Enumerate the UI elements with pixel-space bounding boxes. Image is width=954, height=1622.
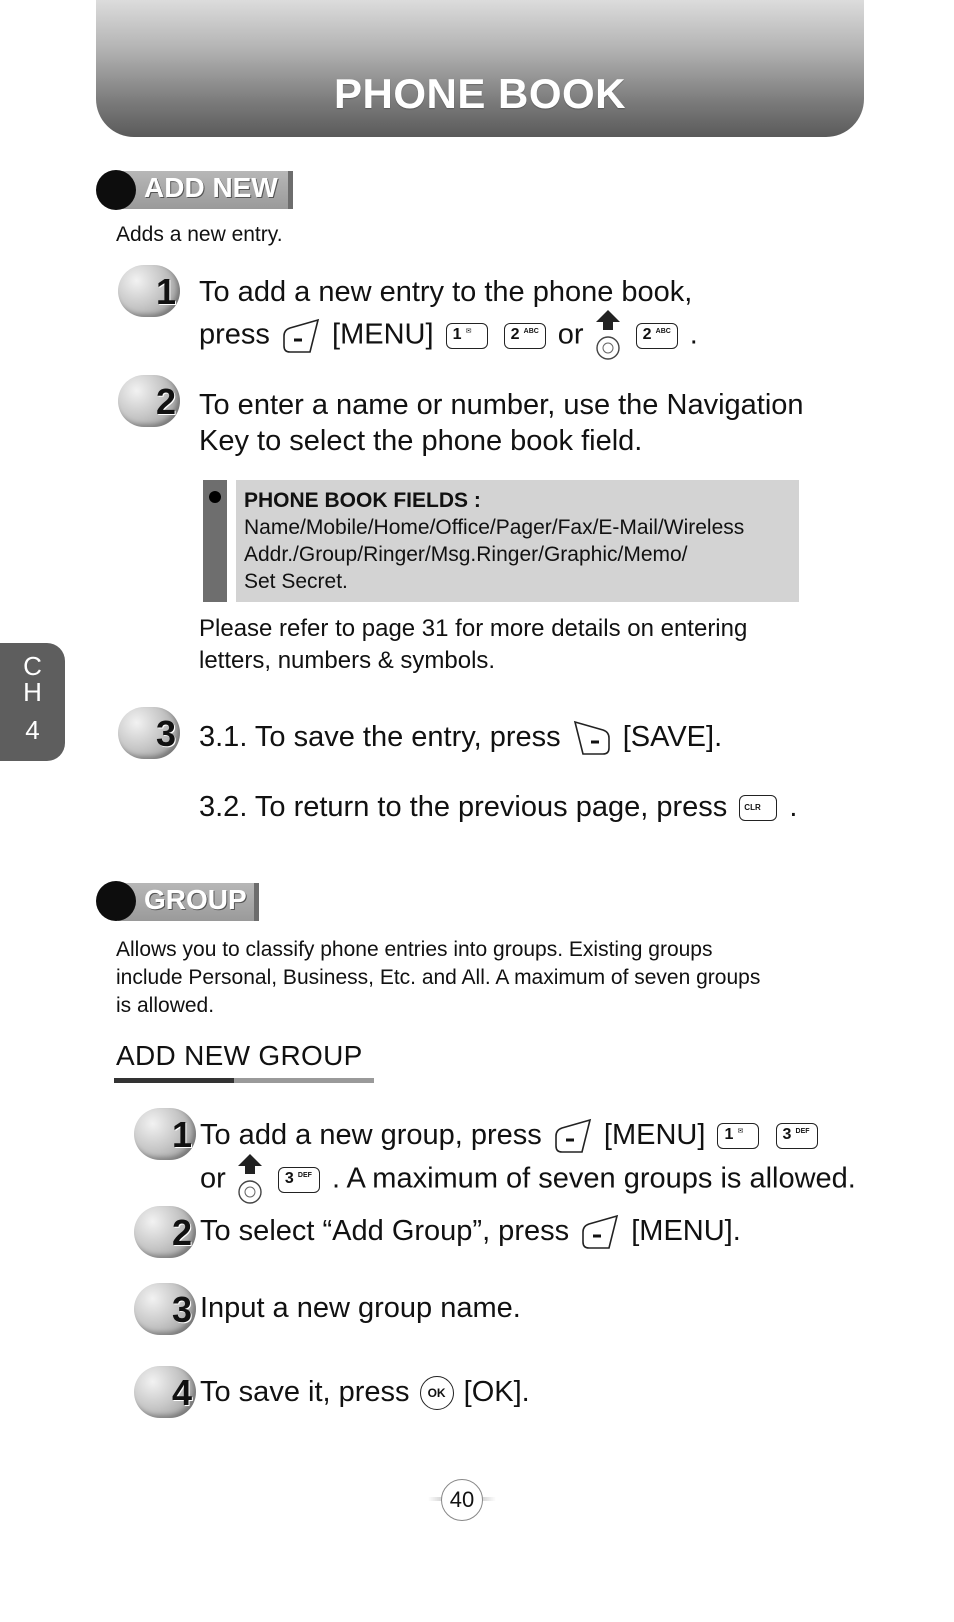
page-title: PHONE BOOK	[333, 70, 627, 117]
step-badge: 1	[134, 1108, 196, 1160]
subsection-underline-light	[234, 1078, 374, 1083]
key-3-icon: 3 DEF	[278, 1167, 320, 1193]
left-soft-key-icon	[581, 1214, 619, 1250]
fields-line: Name/Mobile/Home/Office/Pager/Fax/E-Mail/Wireless	[244, 516, 745, 539]
fields-line: Set Secret.	[244, 570, 348, 593]
step-badge: 2	[134, 1206, 196, 1258]
fields-line: Addr./Group/Ringer/Msg.Ringer/Graphic/Memo/	[244, 543, 688, 566]
navigation-up-icon	[594, 310, 622, 362]
info-bullet-icon	[209, 491, 221, 503]
right-soft-key-icon	[573, 720, 611, 756]
group-step3: Input a new group name.	[200, 1292, 521, 1324]
left-soft-key-icon	[282, 318, 320, 354]
section-bullet-icon	[96, 881, 136, 921]
subsection-title: ADD NEW GROUP	[116, 1040, 363, 1071]
group-step2: To select “Add Group”, press [MENU].	[200, 1213, 741, 1250]
section-label-group: GROUP	[144, 884, 247, 915]
key-3-icon: 3 DEF	[776, 1123, 818, 1149]
phone-book-fields-box	[236, 480, 799, 602]
section-label-add-new: ADD NEW	[144, 172, 278, 203]
section-bullet-icon	[96, 170, 136, 210]
key-2-icon: 2 ABC	[636, 323, 678, 349]
key-1-icon: 1 ✉	[446, 323, 488, 349]
page-number: 40	[441, 1479, 483, 1521]
group-intro: Allows you to classify phone entries into groups. Existing groups include Personal, Business, Etc. and All. A maximum of seven groups is allowed.	[116, 938, 761, 1017]
add-new-step1: To add a new entry to the phone book, press [MENU] 1 ✉ 2 ABC or 2 ABC .	[199, 274, 919, 362]
step-badge: 1	[118, 265, 180, 317]
step-badge: 3	[134, 1283, 196, 1335]
clear-key-icon: CLR	[739, 795, 777, 821]
chapter-tab: C H 4	[0, 643, 65, 761]
add-new-intro: Adds a new entry.	[116, 223, 283, 246]
fields-title: PHONE BOOK FIELDS :	[244, 489, 481, 512]
step-badge: 4	[134, 1366, 196, 1418]
group-step1: To add a new group, press [MENU] 1 ✉ 3 DEF or 3 DEF . A maximum of seven groups is allowed.	[200, 1117, 940, 1206]
add-new-step2: To enter a name or number, use the Navigation Key to select the phone book field.	[199, 389, 804, 457]
step-badge: 3	[118, 707, 180, 759]
key-2-icon: 2 ABC	[504, 323, 546, 349]
ok-key-icon: OK	[420, 1376, 454, 1410]
navigation-up-icon	[236, 1154, 264, 1206]
refer-note: Please refer to page 31 for more details on entering letters, numbers & symbols.	[199, 615, 748, 674]
key-1-icon: 1 ✉	[717, 1123, 759, 1149]
add-new-step3a: 3.1. To save the entry, press [SAVE].	[199, 719, 722, 756]
step-badge: 2	[118, 375, 180, 427]
subsection-underline-dark	[114, 1078, 234, 1083]
add-new-step3b: 3.2. To return to the previous page, press CLR .	[199, 791, 798, 823]
left-soft-key-icon	[554, 1118, 592, 1154]
group-step4: To save it, press OK [OK].	[200, 1374, 530, 1410]
